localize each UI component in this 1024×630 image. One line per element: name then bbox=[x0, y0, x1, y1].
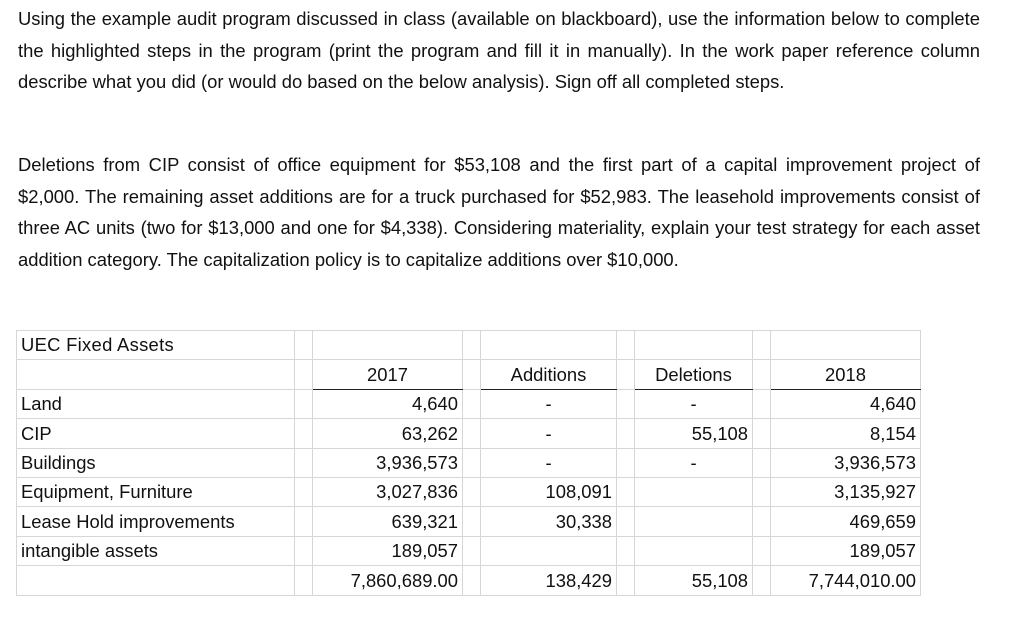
cell-deletions bbox=[635, 507, 753, 536]
cell-2018: 189,057 bbox=[771, 536, 921, 565]
total-deletions: 55,108 bbox=[635, 566, 753, 595]
cell-2017: 4,640 bbox=[313, 389, 463, 418]
table-totals-row bbox=[17, 566, 921, 595]
row-label: Equipment, Furniture bbox=[17, 477, 295, 506]
cell-2017: 3,936,573 bbox=[313, 448, 463, 477]
total-additions: 138,429 bbox=[481, 566, 617, 595]
column-header-additions: Additions bbox=[481, 360, 617, 389]
table-title: UEC Fixed Assets bbox=[17, 331, 295, 360]
cell-2018: 4,640 bbox=[771, 389, 921, 418]
table-row bbox=[17, 389, 921, 418]
cell-additions: 108,091 bbox=[481, 477, 617, 506]
instructions-paragraph-1: Using the example audit program discussed in class (available on blackboard), use the information below to complete the highlighted steps in the program (print the program and fill it in manually). In the work paper reference column describe what you did (or would do based on the below analysis). Sign off all completed steps. bbox=[18, 8, 980, 93]
cell-additions: - bbox=[481, 389, 617, 418]
column-header-2017: 2017 bbox=[313, 360, 463, 389]
cell-additions: - bbox=[481, 419, 617, 448]
table-row bbox=[17, 448, 921, 477]
cell-additions: 30,338 bbox=[481, 507, 617, 536]
row-label: intangible assets bbox=[17, 536, 295, 565]
cell-deletions: - bbox=[635, 389, 753, 418]
table-header-row bbox=[17, 360, 921, 389]
row-label: Buildings bbox=[17, 448, 295, 477]
table-row bbox=[17, 419, 921, 448]
cell-deletions bbox=[635, 536, 753, 565]
cell-2017: 3,027,836 bbox=[313, 477, 463, 506]
table-row bbox=[17, 477, 921, 506]
total-2017: 7,860,689.00 bbox=[313, 566, 463, 595]
total-2018: 7,744,010.00 bbox=[771, 566, 921, 595]
column-header-deletions: Deletions bbox=[635, 360, 753, 389]
fixed-assets-table bbox=[16, 330, 921, 596]
cell-2018: 469,659 bbox=[771, 507, 921, 536]
cell-2017: 189,057 bbox=[313, 536, 463, 565]
column-header-2018: 2018 bbox=[771, 360, 921, 389]
row-label: Lease Hold improvements bbox=[17, 507, 295, 536]
cell-deletions: - bbox=[635, 448, 753, 477]
row-label: Land bbox=[17, 389, 295, 418]
row-label: CIP bbox=[17, 419, 295, 448]
instructions-paragraph-2: Deletions from CIP consist of office equipment for $53,108 and the first part of a capital improvement project of $2,000. The remaining asset additions are for a truck purchased for $52,983. The leasehold improvements consist of three AC units (two for $13,000 and one for $4,338). Considering materiality, explain your test strategy for each asset addition category. The capitalization policy is to capitalize additions over $10,000. bbox=[18, 154, 980, 270]
cell-2018: 3,135,927 bbox=[771, 477, 921, 506]
cell-2018: 3,936,573 bbox=[771, 448, 921, 477]
cell-2018: 8,154 bbox=[771, 419, 921, 448]
cell-deletions bbox=[635, 477, 753, 506]
cell-2017: 63,262 bbox=[313, 419, 463, 448]
cell-additions: - bbox=[481, 448, 617, 477]
table-title-row bbox=[17, 331, 921, 360]
table-row bbox=[17, 507, 921, 536]
table-row bbox=[17, 536, 921, 565]
cell-deletions: 55,108 bbox=[635, 419, 753, 448]
cell-2017: 639,321 bbox=[313, 507, 463, 536]
cell-additions bbox=[481, 536, 617, 565]
